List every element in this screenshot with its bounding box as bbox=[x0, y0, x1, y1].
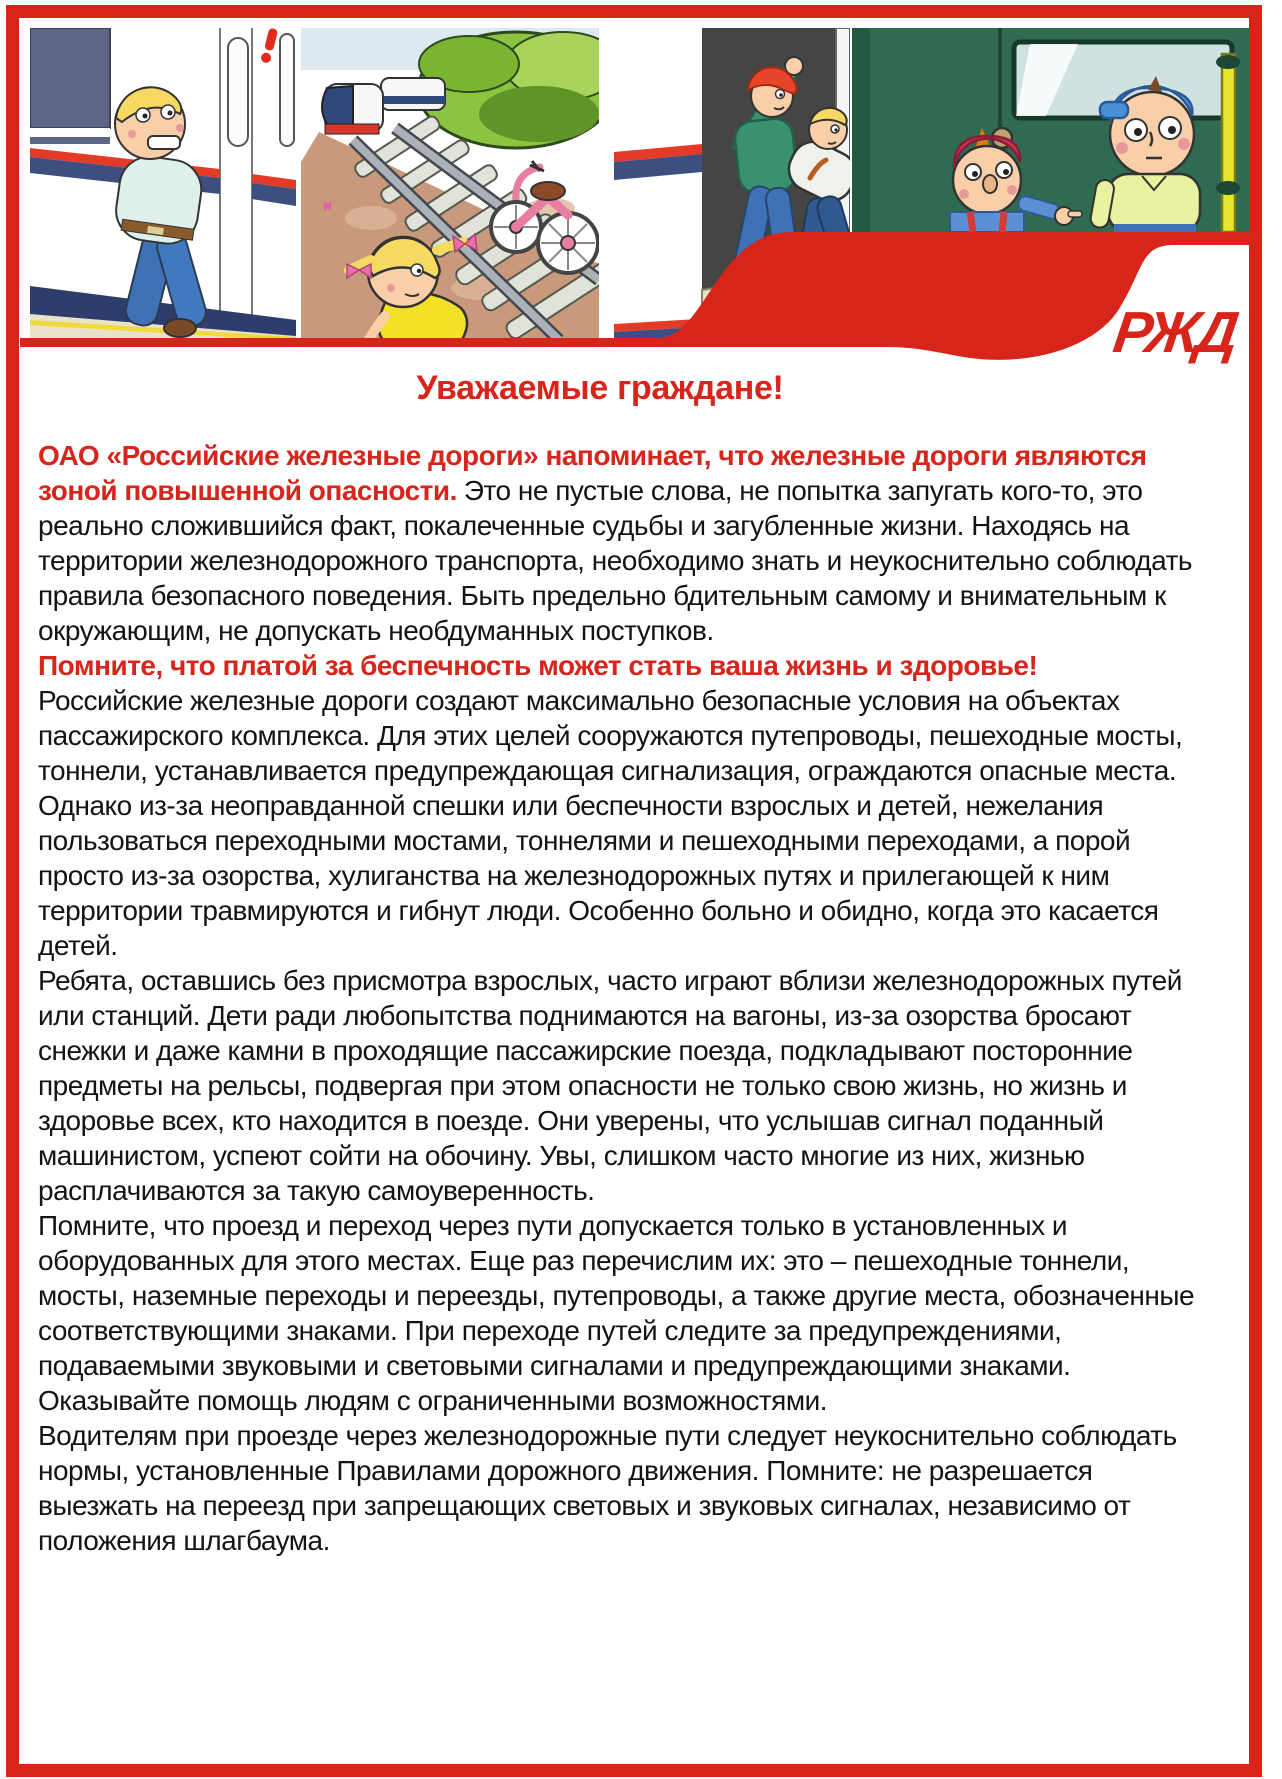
paragraph-warning-intro bbox=[38, 438, 1196, 648]
paragraph-remember-warning: Помните, что платой за беспечность может стать ваша жизнь и здоровье! bbox=[38, 650, 1038, 681]
paragraph-drivers-rules: Водителям при проезде через железнодорожные пути следует неукоснительно соблюдать нормы, установленные Правилами дорожного движения. Помните: не разрешается выезжать на переезд при запрещающих световых и звуковых сигналах, независимо от положения шлагбаума. bbox=[38, 1420, 1177, 1556]
rzd-logo-text: РЖД bbox=[1109, 300, 1239, 365]
intro-red-lead: ОАО «Российские железные дороги» напоминает, что железные дороги являются зоной повышенной опасности. bbox=[38, 440, 1147, 506]
body-text bbox=[38, 438, 1196, 1558]
door-window bbox=[228, 38, 248, 146]
tricycle-saddle bbox=[531, 182, 565, 200]
green-sweater bbox=[733, 117, 798, 195]
ribbon-shape bbox=[20, 232, 1256, 360]
paragraph-safety-measures: Российские железные дороги создают максимально безопасные условия на объектах пассажирского комплекса. Для этих целей сооружаются путепроводы, пешеходные мосты, тоннели, устанавливается предупреждающая сигнализация, ограждаются опасные места. Однако из-за неоправданной спешки или беспечности взрослых и детей, нежелания пользоваться переходными мостами, тоннелями и пешеходными переходами, а порой просто из-за озорства, хулиганства на железнодорожных путях и прилегающей к ним территории травмируются и гибнут люди. Особенно больно и обидно, когда это касается детей. bbox=[38, 685, 1183, 961]
yellow-handrail bbox=[1222, 54, 1235, 232]
paragraph-children-danger: Ребята, оставшись без присмотра взрослых, часто играют вблизи железнодорожных путей или станций. Дети ради любопытства поднимаются на вагоны, из-за озорства бросают снежки и даже камни в проходящие пассажирские поезда, подкладывают посторонние предметы на рельсы, подвергая при этом опасности не только свою жизнь, но жизнь и здоровье всех, кто находится в поезде. Они уверены, что услышав сигнал поданный машинистом, успеют сойти на обочину. Увы, слишком часто многие из них, жизнью расплачиваются за такую самоуверенность. bbox=[38, 965, 1182, 1206]
rzd-logo bbox=[1098, 297, 1250, 369]
page-title: Уважаемые граждане! bbox=[416, 369, 784, 407]
cap-brim bbox=[1100, 102, 1128, 118]
panel-boys-at-green-train-door bbox=[852, 28, 1249, 232]
intro-continuation: Это не пустые слова, не попытка запугать кого-то, это реально сложившийся факт, покалеченные судьбы и загубленные жизни. Находясь на территории железнодорожного транспорта, необходимо знать и неукоснительно соблюдать правила безопасного поведения. Быть предельно бдительным самому и внимательным к окружающим, не допускать необдуманных поступков. bbox=[38, 475, 1192, 646]
boys-at-door-illustration bbox=[852, 28, 1249, 232]
red-ribbon-band bbox=[20, 225, 1256, 385]
boy-grin bbox=[148, 136, 180, 149]
train-window bbox=[30, 28, 110, 128]
yellow-shirt bbox=[1108, 174, 1200, 232]
paragraph-crossing-rules: Помните, что проезд и переход через пути допускается только в установленных и оборудованных для этого местах. Еще раз перечислим их: это – пешеходные тоннели, мосты, наземные переходы и переезды, путепроводы, а также другие места, обозначенные соответствующими знаками. При переходе путей следите за предупреждениями, подаваемыми звуковыми и световыми сигналами и предупреждающими знаками. Оказывайте помощь людям с ограниченными возможностями. bbox=[38, 1210, 1195, 1416]
